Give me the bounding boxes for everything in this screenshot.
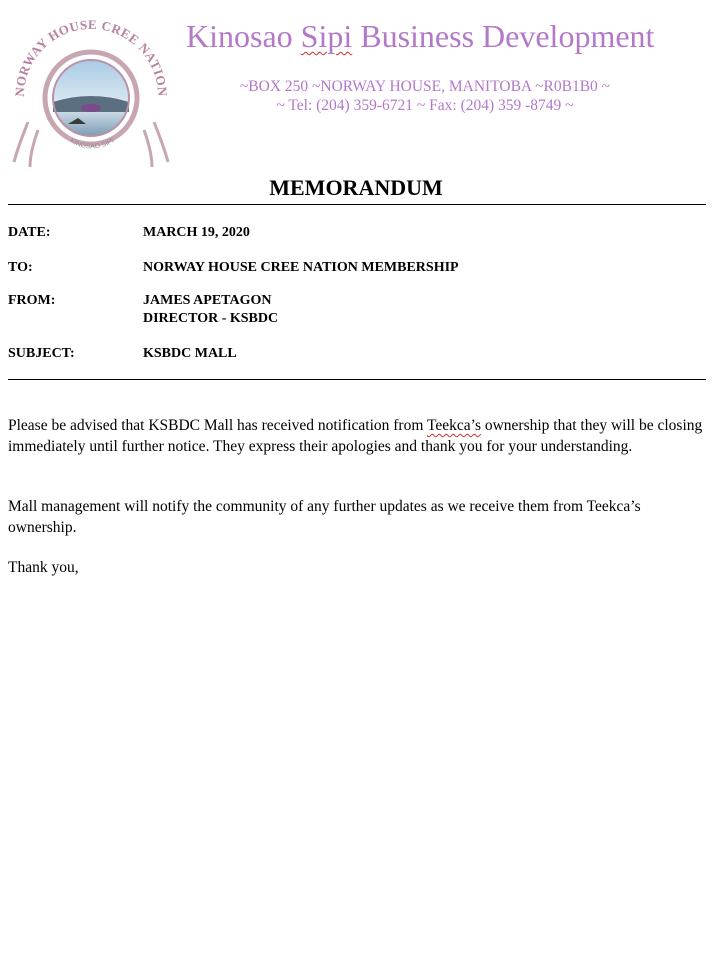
date-value: MARCH 19, 2020 bbox=[143, 225, 250, 240]
organization-name bbox=[186, 18, 654, 55]
address-line: ~BOX 250 ~NORWAY HOUSE, MANITOBA ~R0B1B0 ~ bbox=[239, 78, 611, 95]
from-value-title: DIRECTOR - KSBDC bbox=[143, 311, 279, 326]
body-paragraph-2: Mall management will notify the community of any further updates as we receive them from Teekca’s ownership. bbox=[8, 498, 641, 536]
paragraph-1-text-a: Please be advised that KSBDC Mall has received notification from bbox=[8, 417, 427, 434]
memo-title: MEMORANDUM bbox=[269, 175, 443, 200]
from-label: FROM: bbox=[8, 293, 56, 308]
to-value: NORWAY HOUSE CREE NATION MEMBERSHIP bbox=[143, 260, 459, 275]
header-divider bbox=[8, 204, 706, 205]
logo-arc-text: NORWAY HOUSE CREE NATION bbox=[11, 16, 171, 98]
phone-fax-line: ~ Tel: (204) 359-6721 ~ Fax: (204) 359 -8749 ~ bbox=[276, 97, 574, 114]
paragraph-1-text-b: ownership that they will be closing immediately until further notice. They express their apologies and thank you for your understanding. bbox=[8, 417, 703, 455]
body-paragraph-1 bbox=[8, 415, 708, 457]
date-label: DATE: bbox=[8, 225, 51, 240]
org-name-part-2: Sipi bbox=[300, 18, 353, 54]
closing: Thank you, bbox=[8, 559, 79, 576]
fields-divider bbox=[8, 379, 706, 380]
org-name-part-3: Business Development bbox=[352, 18, 655, 54]
norway-house-cree-nation-logo bbox=[8, 12, 174, 172]
logo-bottom-text: KINOSAO SIPI bbox=[68, 137, 116, 151]
subject-value: KSBDC MALL bbox=[143, 346, 237, 361]
to-label: TO: bbox=[8, 260, 33, 275]
subject-label: SUBJECT: bbox=[8, 346, 75, 361]
paragraph-1-teekcas: Teekca’s bbox=[426, 417, 481, 434]
org-name-part-1: Kinosao bbox=[186, 18, 301, 54]
from-value-name: JAMES APETAGON bbox=[143, 293, 272, 308]
